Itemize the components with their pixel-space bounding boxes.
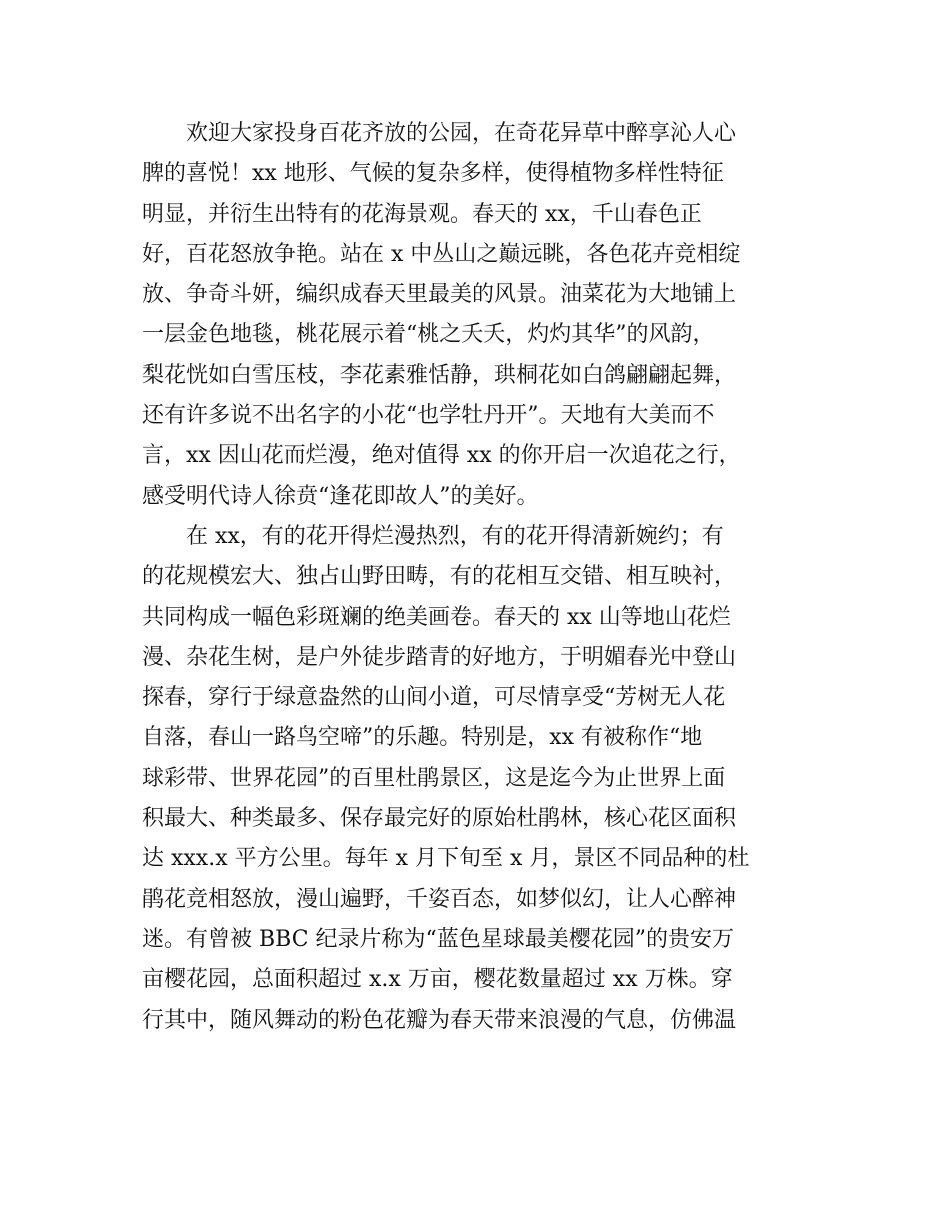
text-line: 放、争奇斗妍，编织成春天里最美的风景。油菜花为大地铺上 <box>142 282 737 308</box>
text-line: 迷。有曾被 BBC 纪录片称为“蓝色星球最美樱花园”的贵安万 <box>142 926 735 952</box>
text-line: 自落，春山一路鸟空啼”的乐趣。特别是，xx 有被称作“地 <box>142 725 703 751</box>
text-line: 欢迎大家投身百花齐放的公园，在奇花异草中醉享沁人心 <box>186 121 737 146</box>
text-line: 脾的喜悦！xx 地形、气候的复杂多样，使得植物多样性特征 <box>142 161 724 187</box>
text-line: 在 xx，有的花开得烂漫热烈，有的花开得清新婉约；有 <box>186 523 724 549</box>
text-line: 的花规模宏大、独占山野田畴，有的花相互交错、相互映衬， <box>142 564 737 590</box>
text-line: 球彩带、世界花园”的百里杜鹃景区，这是迄今为止世界上面 <box>142 765 726 791</box>
text-line: 达 xxx.x 平方公里。每年 x 月下旬至 x 月，景区不同品种的杜 <box>142 846 750 872</box>
text-line: 共同构成一幅色彩斑斓的绝美画卷。春天的 xx 山等地山花烂 <box>142 604 731 630</box>
paragraph-2 <box>142 517 822 1041</box>
text-line: 言，xx 因山花而烂漫，绝对值得 xx 的你开启一次追花之行， <box>142 443 741 469</box>
text-line: 还有许多说不出名字的小花“也学牡丹开”。天地有大美而不 <box>142 403 715 429</box>
text-line: 探春，穿行于绿意盎然的山间小道，可尽情享受“芳树无人花 <box>142 685 726 711</box>
text-line: 好，百花怒放争艳。站在 x 中丛山之巅远眺，各色花卉竞相绽 <box>142 241 741 267</box>
paragraph-1 <box>142 114 822 517</box>
text-line: 行其中，随风舞动的粉色花瓣为春天带来浪漫的气息，仿佛温 <box>142 1007 737 1033</box>
text-line: 明显，并衍生出特有的花海景观。春天的 xx，千山春色正 <box>142 201 702 227</box>
text-line: 漫、杂花生树，是户外徒步踏青的好地方，于明媚春光中登山 <box>142 644 737 670</box>
text-line: 积最大、种类最多、保存最完好的原始杜鹃林，核心花区面积 <box>142 806 737 832</box>
text-line: 亩樱花园，总面积超过 x.x 万亩，樱花数量超过 xx 万株。穿 <box>142 967 733 993</box>
text-line: 鹃花竞相怒放，漫山遍野，千姿百态，如梦似幻，让人心醉神 <box>142 886 737 912</box>
text-line: 感受明代诗人徐贲“逢花即故人”的美好。 <box>142 483 539 509</box>
text-line: 一层金色地毯，桃花展示着“桃之夭夭，灼灼其华”的风韵， <box>142 322 715 348</box>
document-body <box>142 114 822 1041</box>
text-line: 梨花恍如白雪压枝，李花素雅恬静，珙桐花如白鸽翩翩起舞， <box>142 362 737 388</box>
